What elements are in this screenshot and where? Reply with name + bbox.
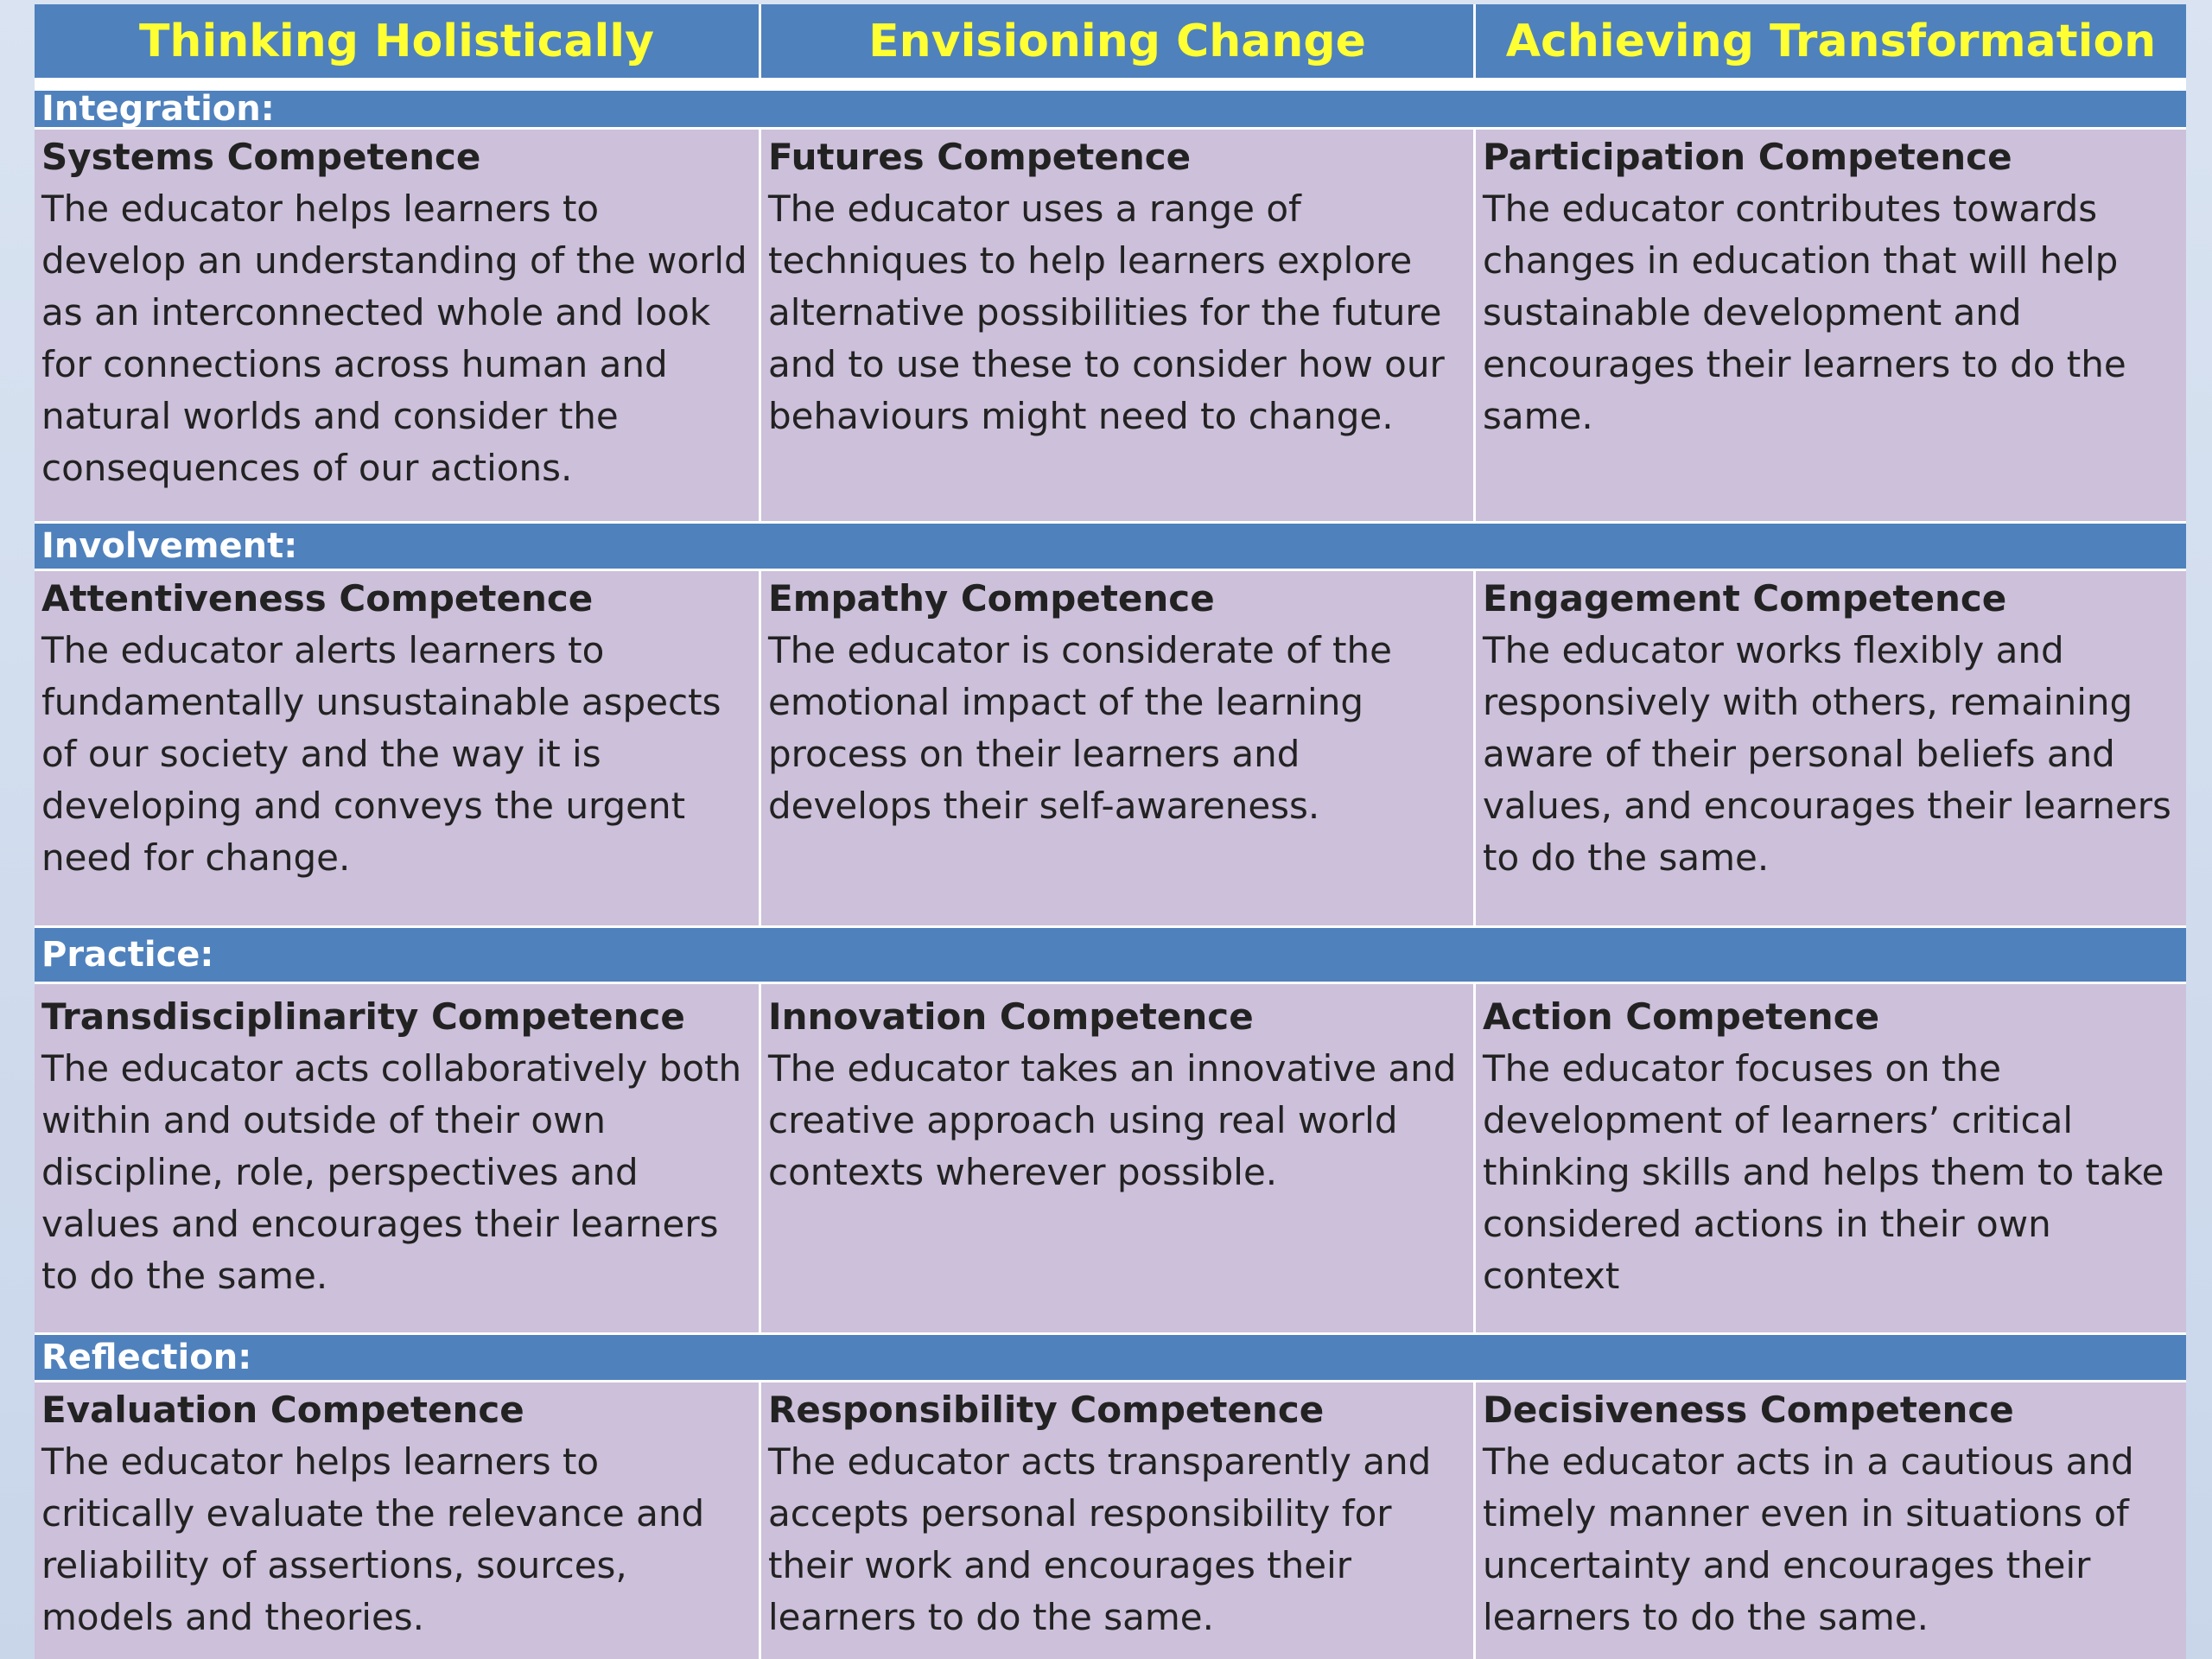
section-label-practice: Practice:: [35, 925, 2186, 984]
cell-action-competence: [1476, 984, 2186, 1332]
cell-text: The educator works flexibly and responsively with others, remaining aware of their personal beliefs and values, and encourages their learners to do the same.: [1483, 629, 2171, 879]
cell-text: The educator takes an innovative and creative approach using real world contexts wherever possible.: [768, 1047, 1457, 1193]
cell-text: The educator helps learners to develop an understanding of the world as an interconnected whole and look for connections across human and natural worlds and consider the consequences of our actions.: [41, 188, 747, 489]
cell-text: The educator acts collaboratively both within and outside of their own discipline, role, perspectives and values and encourages their learners to do the same.: [41, 1047, 742, 1297]
header-thinking-holistically: Thinking Holistically: [35, 4, 759, 78]
header-achieving-transformation: Achieving Transformation: [1476, 4, 2186, 78]
cell-text: The educator acts transparently and accepts personal responsibility for their work and encourages their learners to do the same.: [768, 1440, 1432, 1638]
cell-title: Systems Competence: [41, 136, 481, 178]
cell-title: Empathy Competence: [768, 577, 1215, 620]
cell-title: Evaluation Competence: [41, 1389, 524, 1431]
cell-innovation-competence: [761, 984, 1473, 1332]
cell-responsibility-competence: [761, 1382, 1473, 1659]
cell-text: The educator contributes towards changes in education that will help sustainable development and encourages their learners to do the same.: [1483, 188, 2126, 437]
header-envisioning-change: Envisioning Change: [761, 4, 1473, 78]
header-spacer: [35, 78, 2186, 88]
cell-title: Transdisciplinarity Competence: [41, 995, 685, 1038]
cell-text: The educator alerts learners to fundamentally unsustainable aspects of our society and the way it is developing and conveys the urgent need for change.: [41, 629, 721, 879]
cell-title: Futures Competence: [768, 136, 1192, 178]
section-label-reflection: Reflection:: [35, 1332, 2186, 1382]
cell-text: The educator helps learners to critically evaluate the relevance and reliability of assertions, sources, models and theories.: [41, 1440, 705, 1638]
cell-title: Participation Competence: [1483, 136, 2012, 178]
cell-text: The educator is considerate of the emotional impact of the learning process on their learners and develops their self-awareness.: [768, 629, 1392, 827]
cell-title: Responsibility Competence: [768, 1389, 1325, 1431]
section-label-involvement: Involvement:: [35, 521, 2186, 571]
cell-futures-competence: [761, 130, 1473, 521]
table-row-reflection: [35, 1382, 2186, 1659]
cell-text: The educator acts in a cautious and timely manner even in situations of uncertainty and encourages their learners to do the same.: [1483, 1440, 2134, 1638]
cell-text: The educator uses a range of techniques to help learners explore alternative possibilities for the future and to use these to consider how our behaviours might need to change.: [768, 188, 1445, 437]
table-header-row: [35, 4, 2186, 78]
table-row-involvement: [35, 571, 2186, 925]
cell-participation-competence: [1476, 130, 2186, 521]
cell-engagement-competence: [1476, 571, 2186, 925]
cell-title: Decisiveness Competence: [1483, 1389, 2014, 1431]
cell-empathy-competence: [761, 571, 1473, 925]
cell-transdisciplinarity-competence: [35, 984, 759, 1332]
cell-title: Innovation Competence: [768, 995, 1254, 1038]
cell-attentiveness-competence: [35, 571, 759, 925]
section-label-integration: Integration:: [35, 88, 2186, 130]
cell-text: The educator focuses on the development of learners’ critical thinking skills and helps them to take considered actions in their own context: [1483, 1047, 2164, 1297]
table-row-integration: [35, 130, 2186, 521]
cell-title: Engagement Competence: [1483, 577, 2007, 620]
table-row-practice: [35, 984, 2186, 1332]
cell-evaluation-competence: [35, 1382, 759, 1659]
cell-decisiveness-competence: [1476, 1382, 2186, 1659]
cell-title: Attentiveness Competence: [41, 577, 594, 620]
competence-table: [35, 4, 2186, 1659]
cell-systems-competence: [35, 130, 759, 521]
cell-title: Action Competence: [1483, 995, 1880, 1038]
